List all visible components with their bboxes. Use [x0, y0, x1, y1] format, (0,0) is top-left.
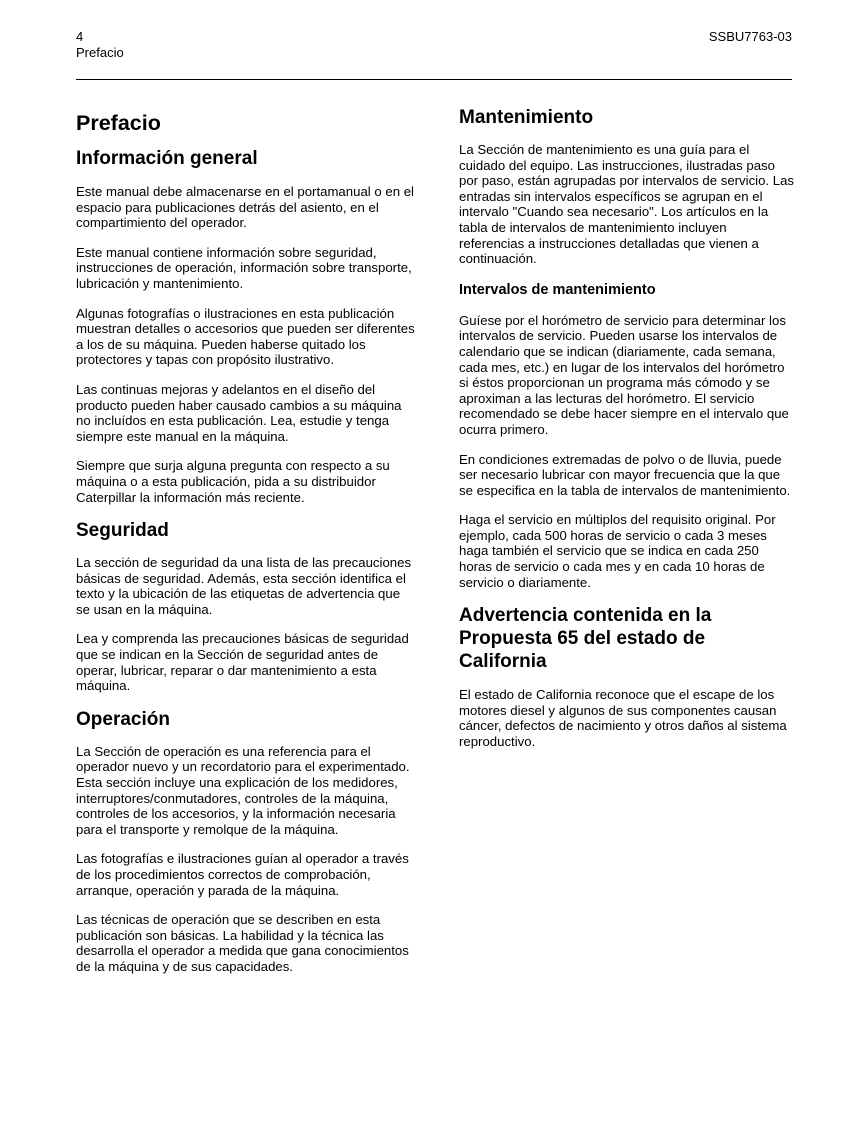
header-divider [76, 79, 792, 80]
paragraph: Las continuas mejoras y adelantos en el diseño del producto pueden haber causado cambios a su máquina no incluídos en esta publicación. Lea, estudie y tenga siempre este manual en la máquina. [76, 381, 402, 444]
paragraph: Este manual contiene información sobre seguridad, instrucciones de operación, información sobre transporte, lubricación y mantenimiento. [76, 244, 412, 291]
header-section-name: Prefacio [76, 45, 124, 60]
paragraph: Lea y comprenda las precauciones básicas de seguridad que se indican en la Sección de seguridad antes de operar, lubricar, reparar o dar mantenimiento a esta máquina. [76, 631, 409, 694]
paragraph: Guíese por el horómetro de servicio para determinar los intervalos de servicio. Pueden usarse los intervalos de calendario que se indican (diariamente, cada semana, cada mes, etc.) en lugar de los intervalos del horómetro si éstos proporcionan un programa más cómodo y se aproximan a las lecturas del horómetro. El servicio recomendado se debe hacer siempre en el intervalo que ocurra primero. [459, 312, 789, 437]
paragraph: El estado de California reconoce que el escape de los motores diesel y algunos de sus componentes causan cáncer, defectos de nacimiento y otros daños al sistema reproductivo. [459, 687, 787, 750]
document-id: SSBU7763-03 [708, 29, 792, 44]
paragraph: Las técnicas de operación que se describen en esta publicación son básicas. La habilidad y la técnica las desarrolla el operador a medida que gana conocimientos de la máquina y de sus capacidades. [76, 912, 409, 974]
heading-intervalos-de-mantenimiento: Intervalos de mantenimiento [459, 281, 656, 298]
paragraph: Haga el servicio en múltiplos del requisito original. Por ejemplo, cada 500 horas de servicio o cada 3 meses haga también el servicio que se indica en cada 250 horas de servicio o cada mes y en cada 10 horas de servicio o diariamente. [459, 512, 776, 590]
page-number: 4 [76, 29, 84, 44]
paragraph: Este manual debe almacenarse en el portamanual o en el espacio para publicaciones detrás del asiento, en el compartimiento del operador. [76, 184, 414, 231]
heading-seguridad: Seguridad [76, 520, 169, 542]
heading-operacion: Operación [76, 708, 170, 730]
left-column [76, 106, 416, 989]
paragraph: En condiciones extremadas de polvo o de lluvia, puede ser necesario lubricar con mayor frecuencia que la que se especifica en la tabla de intervalos de mantenimiento. [459, 451, 791, 498]
page-header-left [76, 29, 124, 61]
paragraph: La Sección de operación es una referencia para el operador nuevo y un recordatorio para el experimentado. Esta sección incluye una explicación de los medidores, interruptores/conmutadores, controles de la máquina, controles de los accesorios, y la información necesaria para el transporte y remolque de la máquina. [76, 743, 410, 837]
paragraph: Siempre que surja alguna pregunta con respecto a su máquina o a esta publicación, pida a su distribuidor Caterpillar la información más reciente. [76, 458, 390, 505]
paragraph: Algunas fotografías o ilustraciones en esta publicación muestran detalles o accesorios que pueden ser diferentes a los de su máquina. Pueden haberse quitado los protectores y tapas con propósito ilustrativo. [76, 305, 415, 368]
right-column [459, 106, 795, 764]
heading-mantenimiento: Mantenimiento [459, 107, 594, 128]
paragraph: Las fotografías e ilustraciones guían al operador a través de los procedimientos correctos de comprobación, arranque, operación y parada de la máquina. [76, 851, 409, 898]
page-title: Prefacio [76, 111, 161, 135]
paragraph: La Sección de mantenimiento es una guía para el cuidado del equipo. Las instrucciones, ilustradas paso por paso, están agrupadas por intervalos de servicio. Las entradas sin intervalos específicos se agrupan en el intervalo "Cuando sea necesario". Los artículos en la tabla de intervalos de mantenimiento incluyen referencias a instrucciones detalladas que vienen a continuación. [459, 142, 795, 267]
heading-advertencia-propuesta-65: Advertencia contenida en la Propuesta 65 del estado de California [459, 605, 712, 673]
heading-informacion-general: Información general [76, 148, 258, 169]
paragraph: La sección de seguridad da una lista de las precauciones básicas de seguridad. Además, esta sección identifica el texto y la ubicación de las etiquetas de advertencia que se usan en la máquina. [76, 555, 412, 617]
